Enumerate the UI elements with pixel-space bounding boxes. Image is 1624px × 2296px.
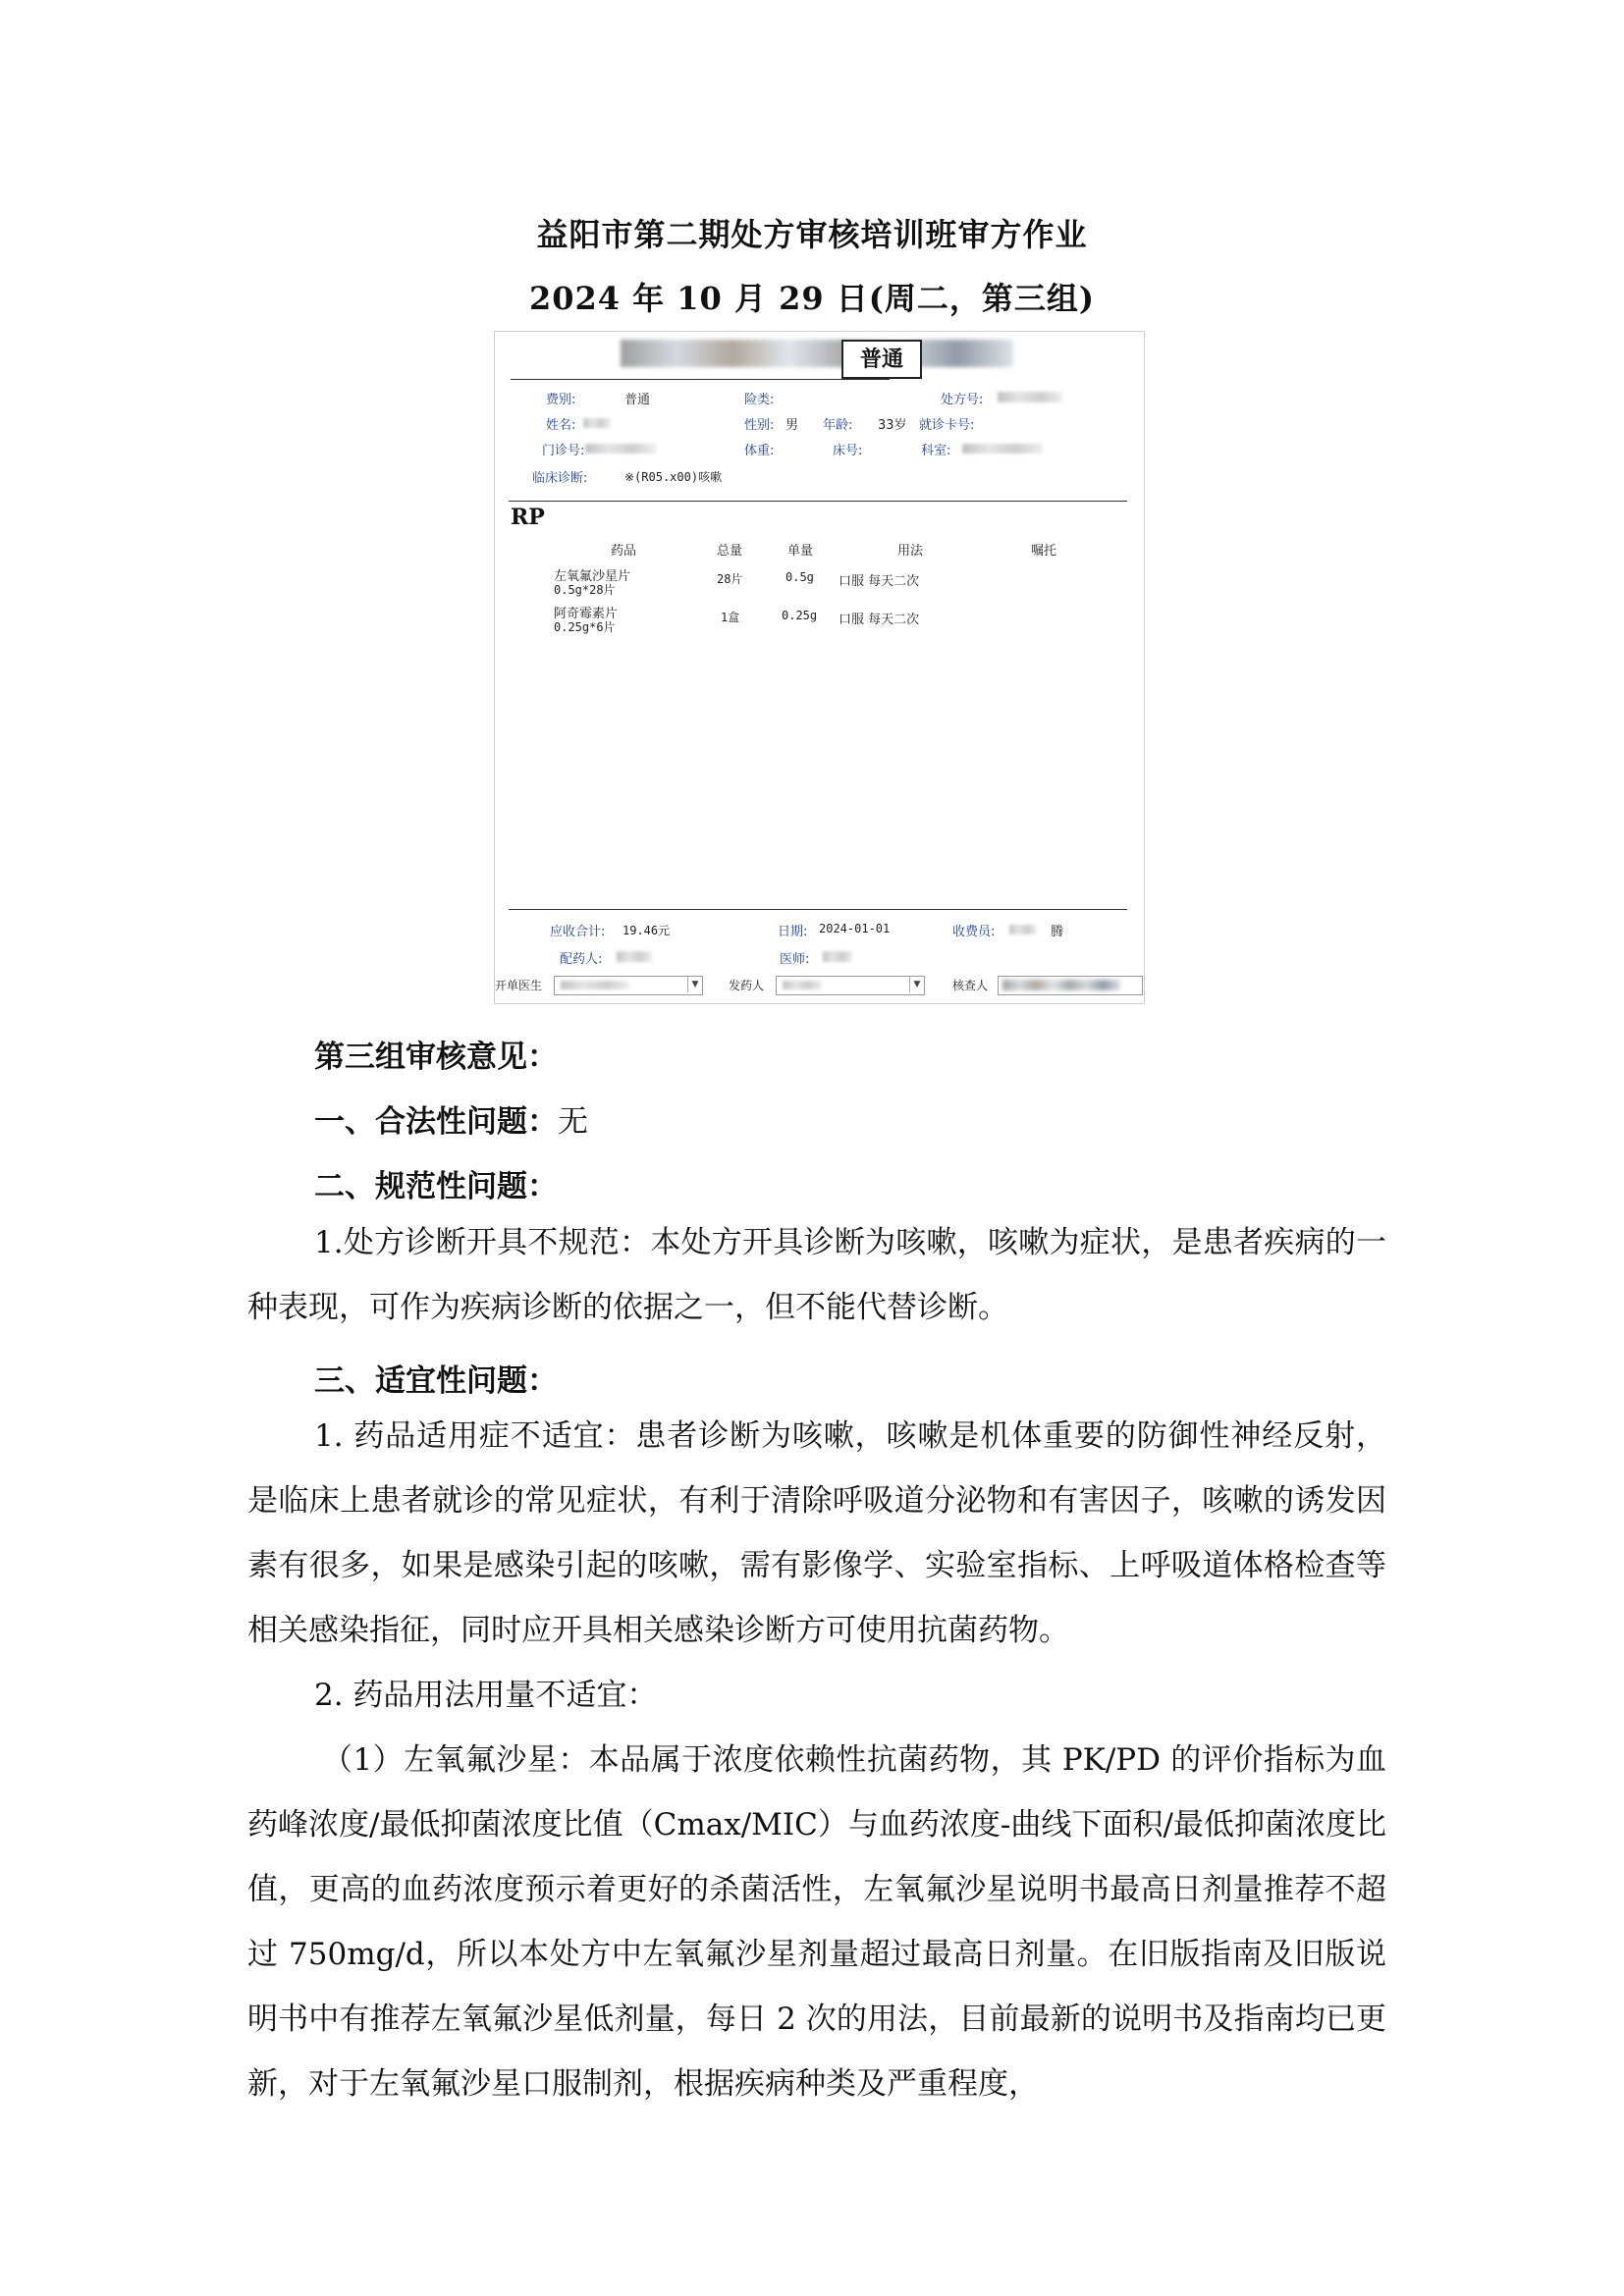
card-number-label: 就诊卡号: [919, 418, 975, 433]
drug-1-unit: 0.5g [785, 570, 814, 584]
date-value: 2024-01-01 [819, 922, 891, 935]
page-subtitle: 2024 年 10 月 29 日(周二，第三组) [528, 280, 1096, 317]
col-unit: 单量 [787, 544, 814, 559]
doctor-select[interactable] [554, 976, 703, 995]
cashier-tail: 腾 [1051, 925, 1064, 939]
drug-1-spec: 0.5g*28片 [554, 583, 616, 597]
dispenser-select[interactable] [776, 976, 925, 995]
section-3-paragraph-3: （1）左氧氟沙星：本品属于浓度依赖性抗菌药物，其 PK/PD 的评价指标为血药峰浓度/最低抑菌浓度比值（Cmax/MIC）与血药浓度-曲线下面积/最低抑菌浓度比值，更高的血药浓度预示着更好的杀菌活性，左氧氟沙星说明书最高日剂量推荐不超过 750mg/d，所以本处方中左氧氟沙星剂量超过最高日剂量。在旧版指南及旧版说明书中有推荐左氧氟沙星低剂量，每日 2 次的用法，目前最新的说明书及指南均已更新，对于左氧氟沙星口服制剂，根据疾病种类及严重程度， [247, 1742, 1386, 2102]
category-value: 普通 [624, 393, 651, 407]
date-label: 日期: [778, 925, 808, 939]
diagnosis-value: ※(R05.x00)咳嗽 [624, 470, 723, 484]
rx-number-label: 处方号: [941, 393, 984, 407]
cashier-label: 收费员: [952, 925, 996, 939]
col-usage: 用法 [897, 544, 924, 559]
section-1-title: 一、合法性问题： [314, 1104, 558, 1140]
drug-1-usage: 口服 每天二次 [839, 574, 920, 589]
col-drug: 药品 [611, 544, 637, 559]
drug-1-name: 左氧氟沙星片 [554, 569, 631, 584]
bottom-check-label: 核查人 [952, 979, 989, 992]
drug-2-total: 1盒 [721, 611, 740, 624]
chevron-down-icon: ▼ [909, 977, 924, 992]
name-redacted [583, 418, 611, 428]
bed-label: 床号: [833, 444, 863, 458]
age-value: 33岁 [878, 418, 907, 433]
hospital-name-redacted [621, 340, 1013, 367]
drug-2-name: 阿奇霉素片 [554, 607, 619, 621]
drug-2-spec: 0.25g*6片 [554, 620, 616, 634]
group-opinion-title: 第三组审核意见： [314, 1040, 558, 1075]
drug-2-usage: 口服 每天二次 [839, 613, 920, 627]
rp-mark: RP [511, 505, 545, 530]
insurance-label: 险类: [744, 393, 775, 407]
prescription-type-badge: 普通 [841, 340, 922, 379]
col-note: 嘱托 [1031, 544, 1057, 559]
amount-value: 19.46元 [623, 924, 671, 937]
bottom-dispense-label: 发药人 [729, 979, 765, 992]
outpatient-number-redacted [585, 444, 656, 454]
gender-value: 男 [785, 418, 799, 433]
weight-label: 体重: [744, 444, 775, 458]
section-1 [314, 1096, 588, 1141]
section-3-paragraph-1: 1. 药品适用症不适宜：患者诊断为咳嗽，咳嗽是机体重要的防御性神经反射，是临床上患者就诊的常见症状，有利于清除呼吸道分泌物和有害因子，咳嗽的诱发因素有很多，如果是感染引起的咳嗽，需有影像学、实验室指标、上呼吸道体格检查等相关感染指征，同时应开具相关感染诊断方可使用抗菌药物。 [247, 1418, 1386, 1648]
col-total: 总量 [717, 544, 743, 559]
bottom-doctor-label: 开单医生 [495, 979, 543, 992]
prescription-image [494, 331, 1145, 1004]
dispenser-label: 配药人: [560, 952, 603, 967]
section-2-title: 二、规范性问题： [314, 1169, 558, 1204]
department-redacted [962, 444, 1043, 454]
section-2-paragraph-1: 1.处方诊断开具不规范：本处方开具诊断为咳嗽，咳嗽为症状，是患者疾病的一种表现，可作为疾病诊断的依据之一，但不能代替诊断。 [247, 1225, 1386, 1325]
chevron-down-icon: ▼ [687, 977, 702, 992]
section-1-value: 无 [558, 1104, 588, 1140]
department-label: 科室: [921, 444, 951, 458]
diagnosis-label: 临床诊断: [532, 471, 588, 486]
page-title: 益阳市第二期处方审核培训班审方作业 [536, 216, 1088, 253]
gender-label: 性别: [744, 418, 775, 433]
drug-2-unit: 0.25g [782, 609, 818, 622]
rx-number-redacted [998, 392, 1062, 402]
section-3-title: 三、适宜性问题： [314, 1363, 558, 1399]
amount-label: 应收合计: [550, 925, 606, 939]
outpatient-number-label: 门诊号: [542, 444, 585, 458]
doctor-label: 医师: [780, 952, 810, 967]
drug-1-total: 28片 [717, 572, 743, 586]
checker-select[interactable] [998, 976, 1143, 995]
name-label: 姓名: [546, 418, 576, 433]
age-label: 年龄: [823, 418, 853, 433]
category-label: 费别: [546, 393, 576, 407]
section-3-paragraph-2: 2. 药品用法用量不适宜： [314, 1678, 658, 1713]
